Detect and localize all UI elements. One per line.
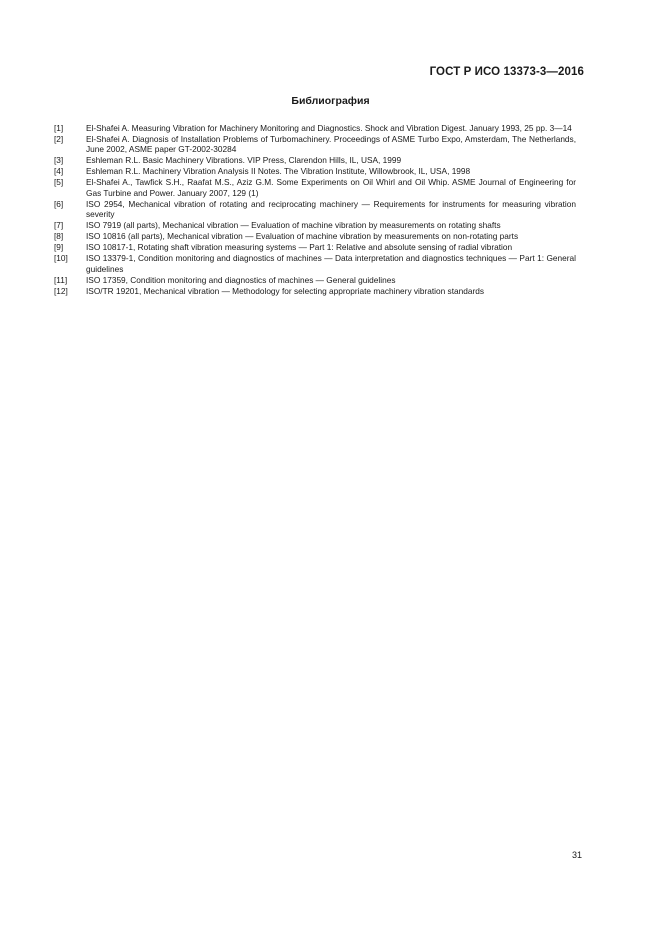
entry-text: El-Shafei A., Tawfick S.H., Raafat M.S., Aziz G.M. Some Experiments on Oil Whirl and Oil Whip. ASME Journal of Engineering for Gas Turbine and Power. January 2007, 129 (1) — [86, 177, 576, 198]
entry-text: ISO 13379-1, Condition monitoring and diagnostics of machines — Data interpretation and diagnostics techniques — Part 1: General guidelines — [86, 253, 576, 274]
bibliography-entry — [54, 275, 576, 285]
entry-number: [4] — [54, 166, 64, 177]
entry-text: Eshleman R.L. Machinery Vibration Analysis II Notes. The Vibration Institute, Willowbrook, IL, USA, 1998 — [86, 166, 471, 177]
page-title: Библиография — [291, 95, 370, 107]
entry-number: [3] — [54, 155, 64, 166]
entry-text: ISO 17359, Condition monitoring and diagnostics of machines — General guidelines — [86, 274, 396, 285]
entry-number: [2] — [54, 134, 64, 144]
bibliography-entry — [54, 155, 576, 165]
document-code: ГОСТ Р ИСО 13373-3—2016 — [429, 66, 584, 78]
bibliography-entry — [54, 253, 576, 274]
bibliography-list — [54, 123, 576, 297]
entry-text: El-Shafei A. Diagnosis of Installation Problems of Turbomachinery. Proceedings of ASME Turbo Expo, Amsterdam, The Netherlands, June 2002, ASME paper GT-2002-30284 — [86, 134, 576, 155]
bibliography-entry — [54, 286, 576, 296]
entry-number: [5] — [54, 177, 64, 188]
entry-number: [10] — [54, 253, 68, 264]
bibliography-entry — [54, 231, 576, 241]
entry-number: [7] — [54, 220, 64, 231]
entry-number: [8] — [54, 231, 64, 242]
entry-text: ISO 2954, Mechanical vibration of rotating and reciprocating machinery — Requirements for instruments for measuring vibration severity — [86, 198, 576, 220]
entry-text: ISO 10817-1, Rotating shaft vibration measuring systems — Part 1: Relative and absolute sensing of radial vibration — [86, 242, 513, 253]
entry-text: El-Shafei A. Measuring Vibration for Machinery Monitoring and Diagnostics. Shock and Vibration Digest. January 1993, 25 pp. 3—14 — [86, 123, 572, 133]
entry-number: [6] — [54, 198, 64, 209]
entry-number: [9] — [54, 242, 64, 253]
entry-number: [1] — [54, 123, 64, 133]
bibliography-entry — [54, 123, 576, 133]
entry-number: [11] — [54, 274, 68, 285]
entry-text: Eshleman R.L. Basic Machinery Vibrations. VIP Press, Clarendon Hills, IL, USA, 1999 — [86, 155, 402, 166]
entry-text: ISO 7919 (all parts), Mechanical vibration — Evaluation of machine vibration by measurements on rotating shafts — [86, 220, 501, 231]
bibliography-entry — [54, 199, 576, 220]
entry-text: ISO 10816 (all parts), Mechanical vibration — Evaluation of machine vibration by measurements on non-rotating parts — [86, 231, 519, 242]
entry-text: ISO/TR 19201, Mechanical vibration — Methodology for selecting appropriate machinery vibration standards — [86, 285, 484, 296]
page-number: 31 — [571, 850, 582, 860]
bibliography-entry — [54, 134, 576, 155]
bibliography-entry — [54, 177, 576, 198]
bibliography-entry — [54, 242, 576, 252]
bibliography-entry — [54, 220, 576, 230]
bibliography-entry — [54, 166, 576, 176]
entry-number: [12] — [54, 285, 68, 296]
